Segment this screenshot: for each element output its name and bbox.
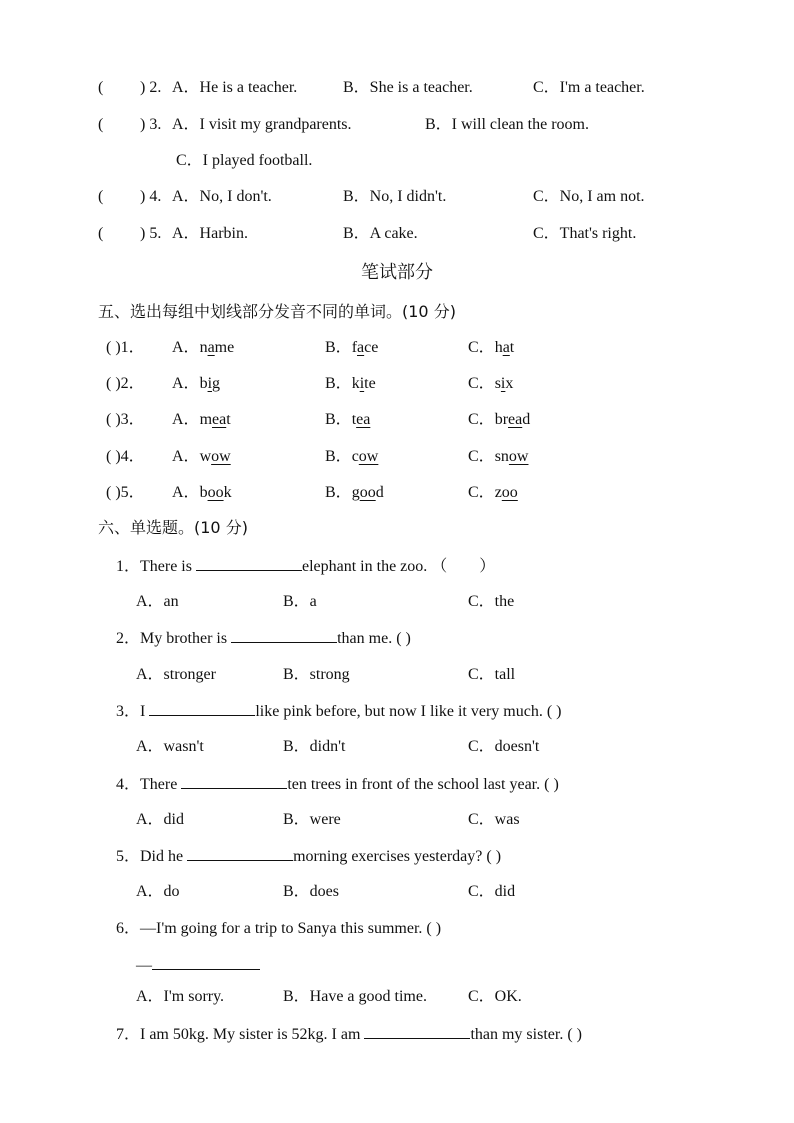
item-number[interactable]: ( )5． — [106, 484, 145, 501]
option-a: A．meat — [172, 411, 231, 428]
question-options — [0, 880, 794, 904]
item-number[interactable]: ( )2． — [106, 375, 145, 392]
question-options — [0, 808, 794, 832]
underlined-sound: ea — [356, 411, 371, 428]
option-b: B．kite — [325, 375, 376, 392]
option-b: B．I will clean the room. — [425, 116, 589, 133]
option-c: C．No, I am not. — [533, 188, 645, 205]
underlined-sound: ea — [508, 411, 523, 428]
option-a: A．big — [172, 375, 221, 392]
question-stem: 6．—I'm going for a trip to Sanya this summer. ( ) — [116, 920, 442, 937]
option-c[interactable]: C．OK. — [468, 988, 522, 1005]
option-c[interactable]: C．was — [468, 811, 520, 828]
option-letter: B． — [325, 339, 352, 356]
phonics-item — [0, 372, 794, 396]
answer-paren[interactable]: ( — [98, 79, 104, 96]
option-b[interactable]: B．didn't — [283, 738, 346, 755]
question-stem: 2．My brother is than me. ( ) — [0, 626, 794, 650]
option-b: B．cow — [325, 448, 379, 465]
item-number: ) 5. — [140, 225, 162, 242]
question-options — [0, 735, 794, 759]
response-line: — — [0, 953, 794, 977]
listening-item-2 — [0, 76, 794, 100]
option-letter: A． — [172, 484, 200, 501]
listening-item-3-c — [0, 149, 794, 173]
underlined-sound: ow — [508, 448, 529, 465]
underlined-sound: ow — [211, 448, 231, 465]
listening-item-5 — [0, 222, 794, 246]
option-c: C．I'm a teacher. — [533, 79, 645, 96]
underlined-sound: oo — [359, 484, 376, 501]
listening-item-4 — [0, 185, 794, 209]
question-stem: 4．There ten trees in front of the school last year. ( ) — [0, 772, 794, 796]
question-options — [0, 663, 794, 687]
underlined-sound: oo — [207, 484, 224, 501]
option-c: C．I played football. — [176, 152, 313, 169]
item-number[interactable]: ( )4． — [106, 448, 145, 465]
option-c[interactable]: C．tall — [468, 666, 516, 683]
answer-paren[interactable]: ( — [98, 225, 104, 242]
option-letter: B． — [325, 411, 352, 428]
option-a: A．book — [172, 484, 232, 501]
option-a: A．No, I don't. — [172, 188, 272, 205]
option-b[interactable]: B．Have a good time. — [283, 988, 427, 1005]
item-number[interactable]: ( )1． — [106, 339, 145, 356]
option-c: C．snow — [468, 448, 529, 465]
option-c: C．bread — [468, 411, 531, 428]
item-number: ) 4. — [140, 188, 162, 205]
underlined-sound: a — [207, 339, 215, 356]
option-letter: A． — [172, 448, 200, 465]
option-c[interactable]: C．doesn't — [468, 738, 540, 755]
option-a[interactable]: A．I'm sorry. — [136, 988, 225, 1005]
underlined-sound: i — [500, 375, 506, 392]
answer-blank[interactable] — [196, 554, 302, 571]
option-letter: B． — [325, 484, 352, 501]
option-b[interactable]: B．strong — [283, 666, 350, 683]
section6-heading: 六、单选题。(10 分) — [98, 518, 248, 537]
phonics-item — [0, 336, 794, 360]
question-stem: 7．I am 50kg. My sister is 52kg. I am than my sister. ( ) — [0, 1022, 794, 1046]
phonics-item — [0, 408, 794, 432]
option-b: B．She is a teacher. — [343, 79, 473, 96]
underlined-sound: oo — [501, 484, 518, 501]
option-a[interactable]: A．an — [136, 593, 179, 610]
listening-item-3 — [0, 113, 794, 137]
phonics-item — [0, 445, 794, 469]
option-a[interactable]: A．wasn't — [136, 738, 204, 755]
option-b[interactable]: B．were — [283, 811, 341, 828]
option-a[interactable]: A．stronger — [136, 666, 216, 683]
option-c: C．six — [468, 375, 514, 392]
option-letter: C． — [468, 339, 495, 356]
option-letter: A． — [172, 411, 200, 428]
question-stem: 3．I like pink before, but now I like it very much. ( ) — [0, 699, 794, 723]
option-a[interactable]: A．do — [136, 883, 180, 900]
option-b[interactable]: B．a — [283, 593, 317, 610]
option-letter: C． — [468, 411, 495, 428]
section5-heading: 五、选出每组中划线部分发音不同的单词。(10 分) — [98, 302, 456, 321]
option-a: A．wow — [172, 448, 231, 465]
question-stem: 1．There is elephant in the zoo. （ ） — [0, 554, 794, 578]
underlined-sound: a — [502, 339, 510, 356]
underlined-sound: ea — [212, 411, 227, 428]
option-c: C．hat — [468, 339, 515, 356]
underlined-sound: a — [357, 339, 365, 356]
underlined-sound: ow — [358, 448, 379, 465]
answer-blank[interactable] — [231, 626, 337, 643]
answer-blank[interactable] — [152, 953, 260, 970]
question-stem: 5．Did he morning exercises yesterday? ( ) — [0, 844, 794, 868]
option-a: A．I visit my grandparents. — [172, 116, 352, 133]
phonics-item — [0, 481, 794, 505]
item-number: ) 2. — [140, 79, 162, 96]
option-c: C．zoo — [468, 484, 518, 501]
option-b: B．face — [325, 339, 379, 356]
option-letter: C． — [468, 375, 495, 392]
underlined-sound: i — [207, 375, 213, 392]
option-a[interactable]: A．did — [136, 811, 185, 828]
underlined-sound: i — [359, 375, 365, 392]
question-options — [0, 590, 794, 614]
option-letter: A． — [172, 339, 200, 356]
option-a: A．name — [172, 339, 235, 356]
option-letter: C． — [468, 484, 495, 501]
option-a: A．Harbin. — [172, 225, 248, 242]
option-c: C．That's right. — [533, 225, 637, 242]
item-number: ) 3. — [140, 116, 162, 133]
answer-blank[interactable] — [364, 1022, 470, 1039]
option-a: A．He is a teacher. — [172, 79, 298, 96]
question-options — [0, 985, 794, 1009]
option-b: B．good — [325, 484, 384, 501]
option-c[interactable]: C．the — [468, 593, 515, 610]
option-b: B．No, I didn't. — [343, 188, 447, 205]
written-part-title: 笔试部分 — [361, 262, 433, 283]
answer-blank[interactable] — [149, 699, 255, 716]
option-b[interactable]: B．does — [283, 883, 340, 900]
option-b: B．tea — [325, 411, 371, 428]
option-b: B．A cake. — [343, 225, 418, 242]
option-letter: B． — [325, 448, 352, 465]
answer-blank[interactable] — [181, 772, 287, 789]
option-c[interactable]: C．did — [468, 883, 516, 900]
answer-paren[interactable]: ( — [98, 116, 104, 133]
item-number[interactable]: ( )3． — [106, 411, 145, 428]
option-letter: B． — [325, 375, 352, 392]
option-letter: A． — [172, 375, 200, 392]
answer-blank[interactable] — [187, 844, 293, 861]
answer-paren[interactable]: ( — [98, 188, 104, 205]
option-letter: C． — [468, 448, 495, 465]
